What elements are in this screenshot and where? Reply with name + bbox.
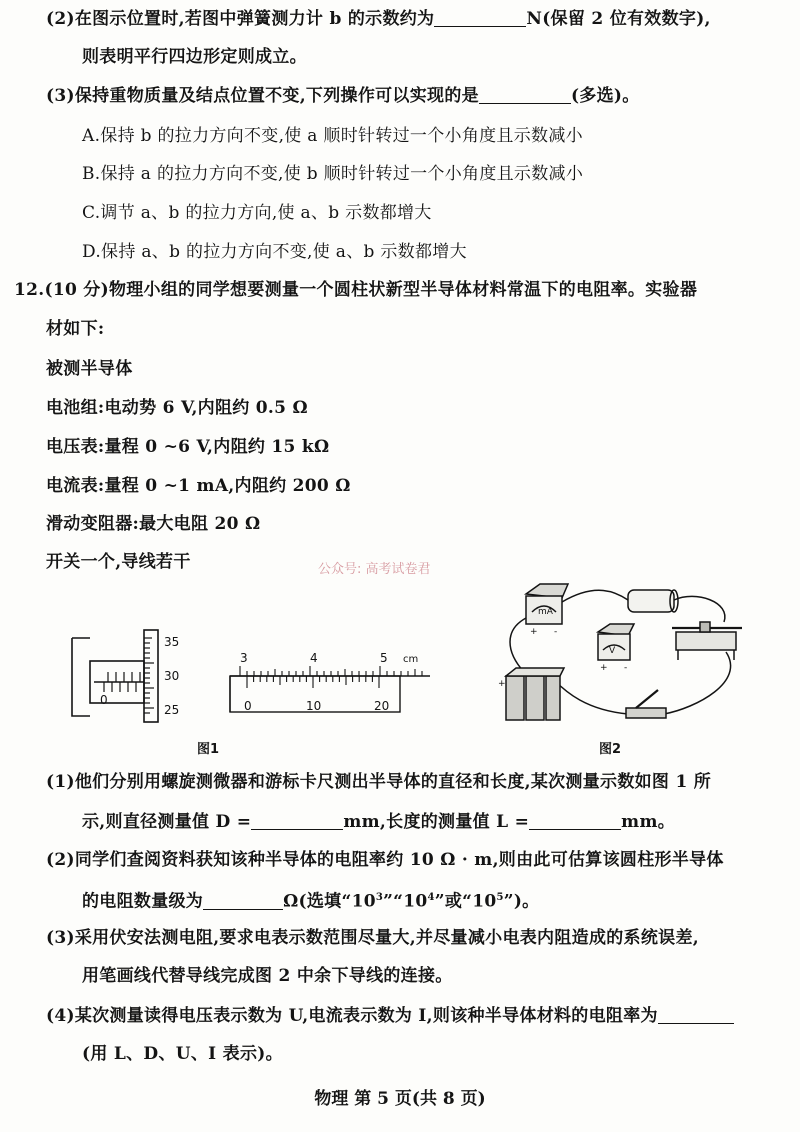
figure-1-caption: 图1 <box>197 742 220 757</box>
q12-stem-line1: 12.(10 分)物理小组的同学想要测量一个圆柱状新型半导体材料常温下的电阻率。实验器 <box>14 280 698 300</box>
watermark: 公众号: 高考试卷君 <box>318 562 431 577</box>
micrometer-tick-label: 25 <box>164 703 180 717</box>
material-1: 被测半导体 <box>46 359 133 379</box>
sub2-line1: (2)同学们查阅资料获知该种半导体的电阻率约 10 Ω · m,则由此可估算该圆柱形半导体 <box>46 850 724 870</box>
semiconductor-cylinder <box>628 590 678 612</box>
ammeter[interactable] <box>526 584 568 624</box>
material-3: 电压表:量程 0 ~6 V,内阻约 15 kΩ <box>46 437 330 457</box>
caliper-main-label: 5 <box>380 651 388 665</box>
wire <box>562 590 628 602</box>
wire <box>554 680 628 714</box>
vernier-caliper <box>230 666 430 712</box>
material-2: 电池组:电动势 6 V,内阻约 0.5 Ω <box>46 398 308 418</box>
wire <box>664 652 731 714</box>
q11-option-a: A.保持 b 的拉力方向不变,使 a 顺时针转过一个小角度且示数减小 <box>82 126 583 146</box>
q11-3-stem: (3)保持重物质量及结点位置不变,下列操作可以实现的是 (多选)。 <box>46 86 640 106</box>
material-6: 开关一个,导线若干 <box>46 552 191 572</box>
q11-option-c: C.调节 a、b 的拉力方向,使 a、b 示数都增大 <box>82 203 432 223</box>
sub1-line2: 示,则直径测量值 D = mm,长度的测量值 L = mm。 <box>82 812 676 832</box>
length-blank[interactable] <box>529 811 621 830</box>
material-5: 滑动变阻器:最大电阻 20 Ω <box>46 514 261 534</box>
figure-2 <box>496 582 766 732</box>
resistivity-blank[interactable] <box>658 1005 734 1024</box>
minus-sign: - <box>624 663 628 673</box>
sub3-line2: 用笔画线代替导线完成图 2 中余下导线的连接。 <box>82 966 453 986</box>
q11-option-d: D.保持 a、b 的拉力方向不变,使 a、b 示数都增大 <box>82 242 467 262</box>
caliper-vernier-label: 20 <box>374 699 390 713</box>
sub4-line1: (4)某次测量读得电压表示数为 U,电流表示数为 I,则该种半导体材料的电阻率为 <box>46 1004 734 1028</box>
q12-stem-line2: 材如下: <box>46 319 105 339</box>
micrometer-zero-label: 0 <box>100 693 108 707</box>
wire <box>510 618 526 672</box>
q11-2-line2: 则表明平行四边形定则成立。 <box>82 47 307 67</box>
caliper-vernier-label: 10 <box>306 699 322 713</box>
answer-blank[interactable] <box>434 8 526 27</box>
micrometer-tick-label: 30 <box>164 669 180 683</box>
answer-blank[interactable] <box>479 85 571 104</box>
plus-sign: + <box>600 663 608 673</box>
sub2-line2: 的电阻数量级为 Ω(选填“$10^3”“10^4$”或“$10^5$”)。 <box>82 891 540 912</box>
figure-2-caption: 图2 <box>599 742 622 757</box>
sub1-line1: (1)他们分别用螺旋测微器和游标卡尺测出半导体的直径和长度,某次测量示数如图 1 所 <box>46 772 712 792</box>
voltmeter-label: V <box>609 646 616 656</box>
ammeter-label: mA <box>538 607 553 617</box>
plus-sign: + <box>498 679 506 689</box>
material-4: 电流表:量程 0 ~1 mA,内阻约 200 Ω <box>46 476 351 496</box>
caliper-main-label: 3 <box>240 651 248 665</box>
caliper-unit-label: cm <box>403 654 419 665</box>
figure-1 <box>60 626 440 726</box>
q11-2-line1: (2)在图示位置时,若图中弹簧测力计 b 的示数约为 N(保留 2 位有效数字), <box>46 9 711 29</box>
magnitude-blank[interactable] <box>203 891 283 910</box>
caliper-vernier-label: 0 <box>244 699 252 713</box>
page-footer: 物理 第 5 页(共 8 页) <box>314 1089 486 1109</box>
battery-pack <box>506 668 564 720</box>
diameter-blank[interactable] <box>251 811 343 830</box>
q11-option-b: B.保持 a 的拉力方向不变,使 b 顺时针转过一个小角度且示数减小 <box>82 164 584 184</box>
caliper-main-label: 4 <box>310 651 318 665</box>
plus-sign: + <box>530 627 538 637</box>
switch[interactable] <box>626 690 666 718</box>
sub4-line2: (用 L、D、U、I 表示)。 <box>82 1044 283 1064</box>
minus-sign: - <box>554 627 558 637</box>
micrometer <box>72 630 158 722</box>
sub3-line1: (3)采用伏安法测电阻,要求电表示数范围尽量大,并尽量减小电表内阻造成的系统误差, <box>46 928 699 948</box>
sliding-rheostat[interactable] <box>672 622 742 660</box>
micrometer-tick-label: 35 <box>164 635 180 649</box>
voltmeter[interactable] <box>598 624 634 660</box>
wire <box>674 596 725 622</box>
